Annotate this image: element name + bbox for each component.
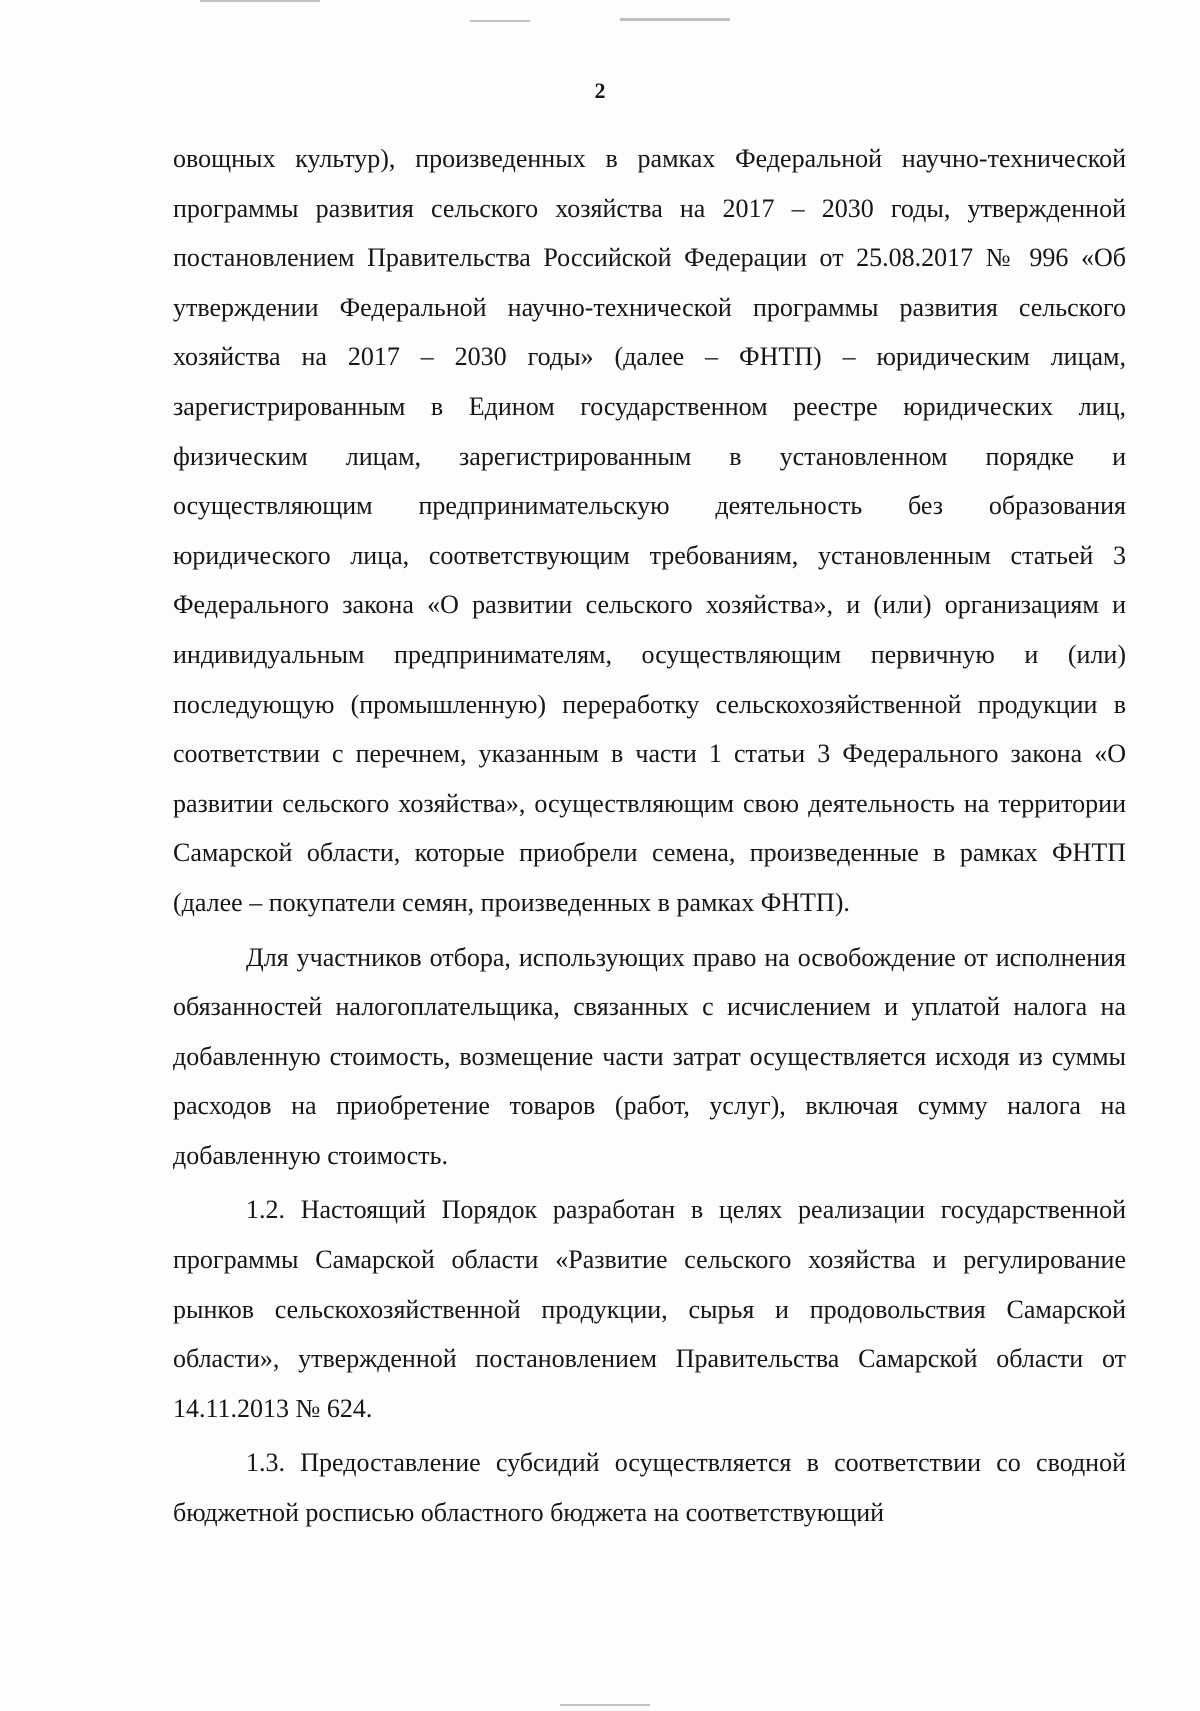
page-number: 2 <box>594 78 606 103</box>
paragraph-1-2: 1.2. Настоящий Порядок разработан в целях реализации государственной программы Самарской области «Развитие сельского хозяйства и регулирование рынков сельскохозяйственной продукции, сырья и продовольствия Самарской области», утвержденной постановлением Правительства Самарской области от 14.11.2013 № 624. <box>173 1195 1126 1423</box>
document-body <box>173 134 1126 1538</box>
scan-artifact <box>200 0 320 2</box>
scan-artifact <box>620 18 730 21</box>
scan-artifact <box>560 1704 650 1706</box>
paragraph-continuation: овощных культур), произведенных в рамках Федеральной научно-технической программы развития сельского хозяйства на 2017 – 2030 годы, утвержденной постановлением Правительства Российской Федерации от 25.08.2017 № 996 «Об утверждении Федеральной научно-технической программы развития сельского хозяйства на 2017 – 2030 годы» (далее – ФНТП) – юридическим лицам, зарегистрированным в Едином государственном реестре юридических лиц, физическим лицам, зарегистрированным в установленном порядке и осуществляющим предпринимательскую деятельность без образования юридического лица, соответствующим требованиям, установленным статьей 3 Федерального закона «О развитии сельского хозяйства», и (или) организациям и индивидуальным предпринимателям, осуществляющим первичную и (или) последующую (промышленную) переработку сельскохозяйственной продукции в соответствии с перечнем, указанным в части 1 статьи 3 Федерального закона «О развитии сельского хозяйства», осуществляющим свою деятельность на территории Самарской области, которые приобрели семена, произведенные в рамках ФНТП (далее – покупатели семян, произведенных в рамках ФНТП). <box>173 144 1126 917</box>
scan-artifact <box>470 20 530 22</box>
paragraph-vat: Для участников отбора, использующих право на освобождение от исполнения обязанностей налогоплательщика, связанных с исчислением и уплатой налога на добавленную стоимость, возмещение части затрат осуществляется исходя из суммы расходов на приобретение товаров (работ, услуг), включая сумму налога на добавленную стоимость. <box>173 942 1126 1170</box>
paragraph-1-3: 1.3. Предоставление субсидий осуществляется в соответствии со сводной бюджетной росписью областного бюджета на соответствующий <box>173 1448 1126 1528</box>
